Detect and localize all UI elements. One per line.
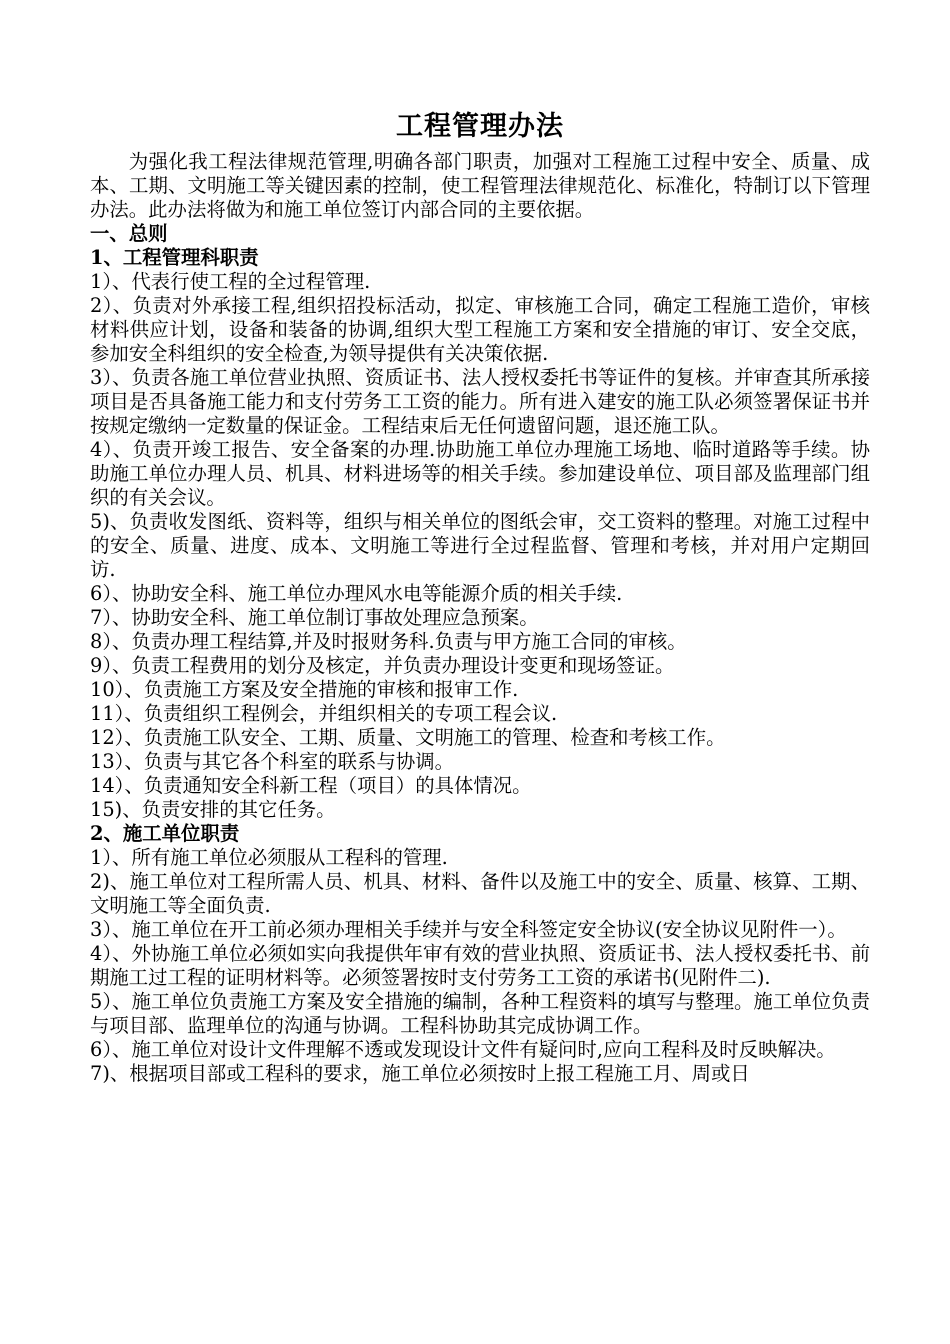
list-item: 14）、负责通知安全科新工程（项目）的具体情况。 [90, 774, 532, 797]
list-item: 5）、施工单位负责施工方案及安全措施的编制，各种工程资料的填写与整理。施工单位负责与项目部、监理单位的沟通与协调。工程科协助其完成协调工作。 [90, 990, 870, 1037]
document-title: 工程管理办法 [396, 111, 564, 142]
list-item: 6）、协助安全科、施工单位办理风水电等能源介质的相关手续. [90, 582, 623, 605]
list-item: 3）、负责各施工单位营业执照、资质证书、法人授权委托书等证件的复核。并审查其所承接项目是否具备施工能力和支付劳务工工资的能力。所有进入建安的施工队必须签署保证书并按规定缴纳一定数量的保证金。工程结束后无任何遗留问题，退还施工队。 [90, 366, 870, 437]
list-item: 1）、所有施工单位必须服从工程科的管理. [90, 846, 448, 869]
list-item: 3）、施工单位在开工前必须办理相关手续并与安全科签定安全协议(安全协议见附件一）。 [90, 918, 847, 941]
list-item: 2）、负责对外承接工程,组织招投标活动，拟定、审核施工合同，确定工程施工造价，审核材料供应计划，设备和装备的协调,组织大型工程施工方案和安全措施的审订、安全交底，参加安全科组织的安全检查,为领导提供有关决策依据. [90, 294, 870, 365]
subsection-heading-contractor: 2、施工单位职责 [90, 822, 240, 845]
list-item: 10）、负责施工方案及安全措施的审核和报审工作. [90, 678, 519, 701]
list-item: 15)、负责安排的其它任务。 [90, 798, 336, 821]
document-page [90, 108, 870, 1086]
list-item: 1）、代表行使工程的全过程管理. [90, 270, 371, 293]
list-item: 2)、施工单位对工程所需人员、机具、材料、备件以及施工中的安全、质量、核算、工期、文明施工等全面负责. [90, 870, 870, 917]
list-item: 7)、根据项目部或工程科的要求，施工单位必须按时上报工程施工月、周或日 [90, 1062, 750, 1085]
list-item: 4）、负责开竣工报告、安全备案的办理.协助施工单位办理施工场地、临时道路等手续。协助施工单位办理人员、机具、材料进场等的相关手续。参加建设单位、项目部及监理部门组织的有关会议。 [90, 438, 870, 509]
list-item: 8）、负责办理工程结算,并及时报财务科.负责与甲方施工合同的审核。 [90, 630, 687, 653]
list-item: 7）、协助安全科、施工单位制订事故处理应急预案。 [90, 606, 539, 629]
section-heading-general: 一、总则 [90, 222, 168, 245]
list-item: 12）、负责施工队安全、工期、质量、文明施工的管理、检查和考核工作。 [90, 726, 726, 749]
intro-paragraph: 为强化我工程法律规范管理,明确各部门职责，加强对工程施工过程中安全、质量、成本、工期、文明施工等关键因素的控制，使工程管理法律规范化、标准化，特制订以下管理办法。此办法将做为和施工单位签订内部合同的主要依据。 [90, 150, 870, 221]
list-item: 13）、负责与其它各个科室的联系与协调。 [90, 750, 455, 773]
list-item: 5)、负责收发图纸、资料等，组织与相关单位的图纸会审，交工资料的整理。对施工过程中的安全、质量、进度、成本、文明施工等进行全过程监督、管理和考核，并对用户定期回访. [90, 510, 870, 581]
list-item: 4）、外协施工单位必须如实向我提供年审有效的营业执照、资质证书、法人授权委托书、前期施工过工程的证明材料等。必须签署按时支付劳务工工资的承诺书(见附件二). [90, 942, 870, 989]
subsection-heading-engineering-dept: 1、工程管理科职责 [90, 246, 259, 269]
list-item: 9）、负责工程费用的划分及核定，并负责办理设计变更和现场签证。 [90, 654, 675, 677]
list-item: 11）、负责组织工程例会，并组织相关的专项工程会议. [90, 702, 558, 725]
list-item: 6）、施工单位对设计文件理解不透或发现设计文件有疑问时,应向工程科及时反映解决。 [90, 1038, 836, 1061]
